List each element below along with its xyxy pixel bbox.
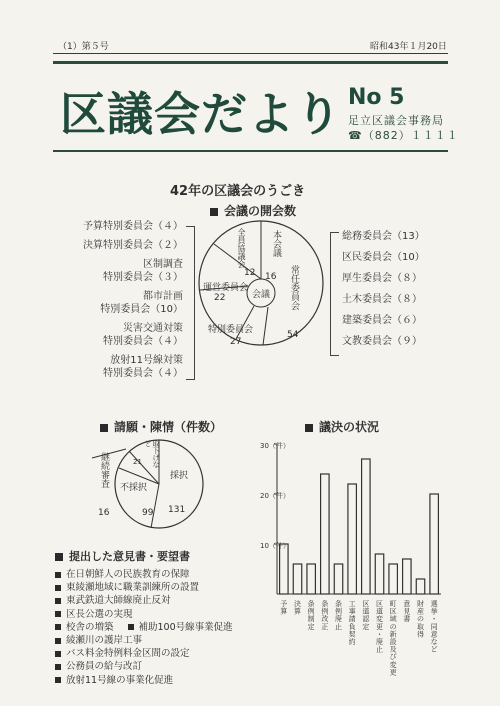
x-tick-label: 変 bbox=[389, 660, 397, 669]
opinions-section bbox=[55, 548, 255, 687]
x-tick-label: 取 bbox=[417, 622, 424, 631]
x-tick-label: 意 bbox=[430, 630, 438, 639]
honkaigi-label: 本会議 bbox=[271, 230, 281, 257]
x-tick-label: 挙 bbox=[430, 607, 438, 616]
x-tick-label: 書 bbox=[403, 615, 411, 624]
header-rule bbox=[53, 53, 448, 54]
square-bullet-icon bbox=[55, 664, 61, 670]
x-tick-label: ど bbox=[430, 645, 438, 654]
committee-item: 予算特別委員会（４） bbox=[83, 221, 183, 232]
square-bullet-icon bbox=[55, 572, 61, 578]
x-tick-label: 更 bbox=[389, 668, 397, 677]
square-bullet-icon bbox=[55, 598, 61, 604]
opinion-item: 放射11号線の事業化促進 bbox=[55, 674, 255, 687]
x-tick-label: 町 bbox=[389, 600, 397, 608]
fusaitaku-label: 不採択 bbox=[120, 483, 148, 493]
leader-line bbox=[90, 446, 130, 466]
x-tick-label: 算 bbox=[280, 607, 288, 616]
right-bracket bbox=[330, 232, 339, 356]
square-bullet-icon bbox=[100, 424, 108, 432]
x-tick-label: 選 bbox=[430, 600, 438, 608]
x-tick-label: 新 bbox=[389, 630, 397, 639]
x-tick-label: 例 bbox=[335, 607, 342, 616]
x-tick-label: の bbox=[417, 615, 424, 624]
pie-center-label: 会議 bbox=[252, 290, 271, 300]
x-tick-label: 同 bbox=[430, 622, 438, 631]
tokubetsu-label: 特別委員会 bbox=[208, 325, 254, 335]
x-tick-label: 止 bbox=[376, 645, 383, 654]
committee-item: 放射11号線対策 特別委員会（４） bbox=[103, 355, 183, 379]
x-tick-label: ・ bbox=[376, 630, 383, 639]
x-tick-label: な bbox=[430, 638, 438, 646]
x-tick-label: 廃 bbox=[376, 638, 383, 646]
opinion-item: 区長公選の実現 bbox=[55, 608, 255, 621]
x-tick-label: 域 bbox=[389, 615, 397, 624]
square-bullet-icon bbox=[305, 424, 313, 432]
y-tick-label: 30（件） bbox=[260, 442, 290, 450]
x-tick-label: 制 bbox=[307, 615, 315, 624]
x-tick-label: 区 bbox=[376, 600, 383, 608]
bar bbox=[430, 494, 438, 594]
x-tick-label: 約 bbox=[348, 638, 356, 646]
x-tick-label: 設 bbox=[389, 638, 397, 646]
x-tick-label: 定 bbox=[307, 622, 315, 631]
x-tick-label: 条 bbox=[307, 600, 315, 608]
x-tick-label: 区 bbox=[389, 607, 397, 616]
square-bullet-icon bbox=[55, 638, 61, 644]
x-tick-label: 決 bbox=[294, 600, 301, 608]
bar bbox=[334, 564, 342, 594]
x-tick-label: 改 bbox=[321, 615, 329, 624]
pie-divider bbox=[263, 307, 268, 345]
x-tick-label: 道 bbox=[376, 607, 383, 616]
issue-number: No 5 bbox=[348, 85, 405, 110]
phone-number: ☎（882）１１１１ bbox=[348, 129, 459, 142]
bar bbox=[321, 474, 329, 594]
square-bullet-icon bbox=[55, 677, 61, 683]
tokubetsu-count: 27 bbox=[230, 337, 242, 347]
unei-count: 22 bbox=[214, 293, 226, 303]
x-tick-label: 予 bbox=[280, 600, 288, 608]
x-tick-label: 条 bbox=[321, 600, 329, 608]
bar bbox=[348, 484, 356, 594]
x-tick-label: 区 bbox=[362, 600, 370, 608]
joni-label: 常任委員会 bbox=[289, 265, 299, 310]
opinion-item: 東綾瀬地域に職業訓練所の設置 bbox=[55, 581, 255, 594]
square-bullet-icon bbox=[210, 208, 218, 216]
x-tick-label: 契 bbox=[348, 630, 356, 639]
committee-item: 建築委員会（６） bbox=[342, 315, 422, 326]
x-tick-label: 定 bbox=[362, 622, 370, 631]
committee-item: 厚生委員会（８） bbox=[342, 273, 422, 284]
square-bullet-icon bbox=[55, 585, 61, 591]
bar bbox=[293, 564, 301, 594]
square-bullet-icon bbox=[55, 624, 61, 630]
committee-item: 区民委員会（10） bbox=[342, 252, 425, 263]
masthead-rule-top bbox=[53, 61, 448, 64]
x-tick-label: 算 bbox=[294, 607, 301, 616]
x-tick-label: 道 bbox=[362, 607, 370, 616]
bar bbox=[389, 564, 397, 594]
unei-label: 運営委員会 bbox=[203, 283, 249, 293]
bar bbox=[375, 554, 383, 594]
x-tick-label: 得 bbox=[417, 630, 424, 639]
issue-date: 昭和43年１月20日 bbox=[370, 42, 447, 52]
x-tick-label: び bbox=[389, 653, 397, 662]
opinion-item: バス料金特例料金区間の設定 bbox=[55, 647, 255, 660]
main-title: 42年の区議会のうごき bbox=[170, 184, 306, 199]
publisher: 足立区議会事務局 bbox=[348, 114, 444, 127]
x-tick-label: 例 bbox=[321, 607, 329, 616]
zenin-count: 12 bbox=[244, 268, 256, 278]
torisage-label: 取下げなど bbox=[144, 440, 160, 468]
square-bullet-icon bbox=[55, 611, 61, 617]
x-tick-label: 例 bbox=[307, 607, 315, 616]
keizoku-label: 継続審査 bbox=[99, 452, 109, 488]
opinion-item: 在日朝鮮人の民族教育の保障 bbox=[55, 568, 255, 581]
meetings-heading: 会議の開会数 bbox=[210, 202, 296, 219]
page-label: （1）第５号 bbox=[58, 42, 109, 52]
bar bbox=[362, 459, 370, 594]
joni-count: 54 bbox=[287, 330, 299, 340]
x-tick-label: 正 bbox=[321, 622, 329, 631]
x-tick-label: ・ bbox=[430, 615, 438, 624]
keizoku-count: 16 bbox=[98, 508, 110, 518]
square-bullet-icon bbox=[55, 553, 63, 561]
petitions-heading: 請願・陳情（件数） bbox=[100, 418, 222, 435]
x-tick-label: 見 bbox=[403, 607, 411, 616]
y-tick-label: 20（件） bbox=[260, 492, 290, 500]
committee-item: 災害交通対策 特別委員会（４） bbox=[103, 323, 183, 347]
resolutions-bar-chart bbox=[260, 440, 450, 680]
x-tick-label: 負 bbox=[348, 622, 356, 631]
saitaku-count: 131 bbox=[168, 505, 186, 515]
committee-item: 総務委員会（13） bbox=[342, 231, 425, 242]
square-bullet-icon bbox=[128, 624, 134, 630]
opinion-item: 公務員の給与改訂 bbox=[55, 660, 255, 673]
x-tick-label: 工 bbox=[348, 600, 356, 608]
resolutions-heading: 議決の状況 bbox=[305, 418, 379, 435]
fusaitaku-count: 99 bbox=[142, 508, 154, 518]
opinion-item: 綾瀬川の護岸工事 bbox=[55, 634, 255, 647]
committee-item: 土木委員会（８） bbox=[342, 294, 422, 305]
x-tick-label: 請 bbox=[348, 615, 356, 624]
x-tick-label: 更 bbox=[376, 622, 383, 631]
torisage-count: 21 bbox=[133, 458, 142, 466]
bar bbox=[307, 564, 315, 594]
zenin-label: 全員協議会 bbox=[237, 228, 246, 268]
pie-divider bbox=[151, 484, 159, 528]
opinions-list bbox=[55, 568, 255, 687]
opinion-item: 校舎の増築 補助100号線事業促進 bbox=[55, 621, 255, 634]
x-tick-label: 止 bbox=[335, 622, 342, 631]
x-tick-label: 及 bbox=[389, 645, 397, 654]
honkaigi-count: 16 bbox=[265, 272, 277, 282]
opinion-item: 東武鉄道大師線廃止反対 bbox=[55, 594, 255, 607]
bar bbox=[403, 559, 411, 594]
masthead-title: 区議会だより bbox=[60, 87, 342, 141]
committee-item: 決算特別委員会（２） bbox=[83, 240, 183, 251]
x-tick-label: 事 bbox=[348, 607, 356, 616]
x-tick-label: 条 bbox=[335, 600, 342, 608]
bar bbox=[416, 579, 424, 594]
x-tick-label: 産 bbox=[417, 607, 424, 616]
x-tick-label: 意 bbox=[403, 600, 411, 608]
x-tick-label: 変 bbox=[376, 615, 383, 624]
standing-committee-list bbox=[342, 230, 452, 356]
bar bbox=[280, 544, 288, 594]
y-tick-label: 10（件） bbox=[260, 542, 290, 550]
committee-item: 区制調査 特別委員会（３） bbox=[103, 259, 183, 283]
x-tick-label: 財 bbox=[417, 600, 424, 608]
opinions-heading: 提出した意見書・要望書 bbox=[55, 548, 255, 564]
x-tick-label: 認 bbox=[362, 615, 370, 624]
left-bracket bbox=[186, 226, 195, 380]
saitaku-label: 採択 bbox=[170, 471, 189, 481]
x-tick-label: の bbox=[389, 622, 397, 631]
committee-item: 文教委員会（９） bbox=[342, 336, 422, 347]
committee-item: 都市計画 特別委員会（10） bbox=[100, 291, 183, 315]
special-committee-list bbox=[53, 220, 183, 380]
x-tick-label: 廃 bbox=[335, 615, 342, 624]
masthead-rule-bottom bbox=[53, 150, 448, 152]
square-bullet-icon bbox=[55, 651, 61, 657]
